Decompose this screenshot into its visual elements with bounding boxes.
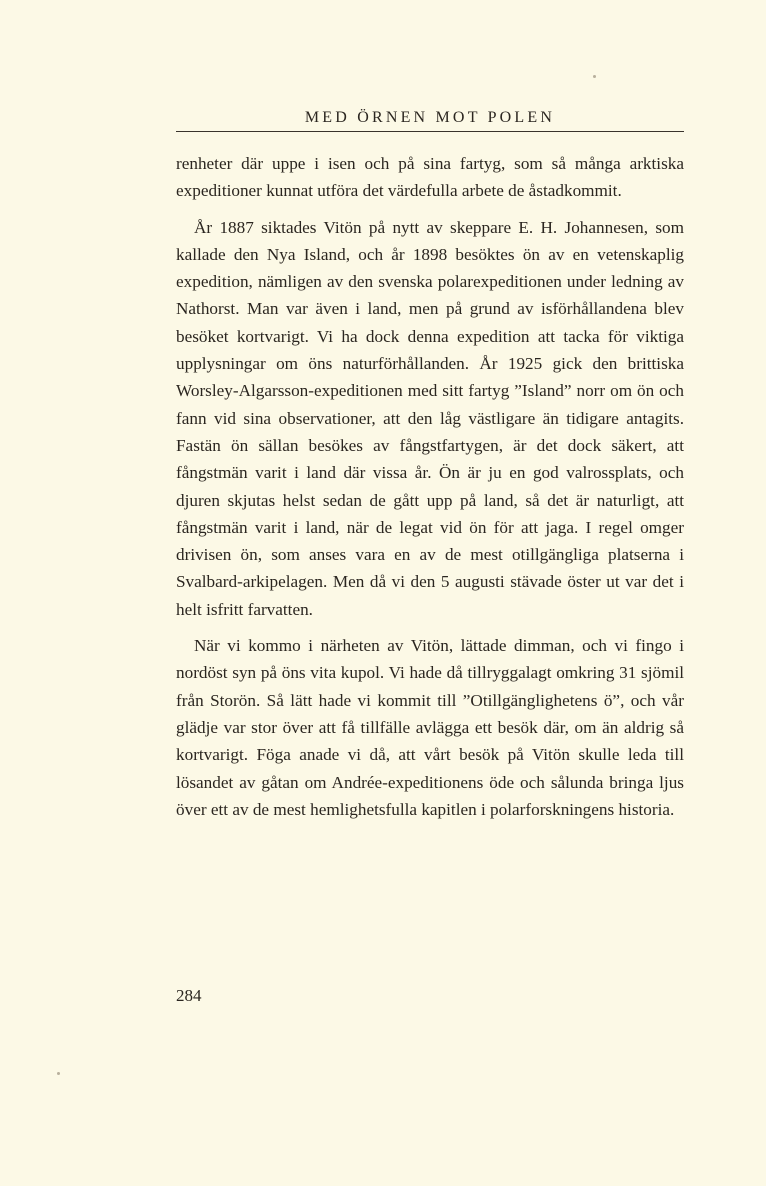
paragraph-3: När vi kommo i närheten av Vitön, lättade dimman, och vi fingo i nordöst syn på öns vita kupol. Vi hade då tillryggalagt omkring 31 sjömil från Storön. Så lätt hade vi kommit till ”Otillgänglighetens ö”, och vår glädje var stor över att få tillfälle avlägga ett besök där, om än aldrig så kortvarigt. Föga anade vi då, att vårt besök på Vitön skulle leda till lösandet av gåtan om Andrée-expeditionens öde och sålunda bringa ljus över ett av de mest hemlighetsfulla kapitlen i polarforskningens historia. xyxy=(176,636,684,819)
header-rule xyxy=(176,131,684,132)
page-number: 284 xyxy=(176,986,202,1005)
paper-speck xyxy=(57,1072,60,1075)
body-text xyxy=(176,150,684,823)
paragraph-1: renheter där uppe i isen och på sina fartyg, som så många arktiska expeditioner kunnat utföra det värdefulla arbete de åstadkommit. xyxy=(176,154,684,201)
running-header: MED ÖRNEN MOT POLEN xyxy=(304,109,556,126)
paper-speck xyxy=(593,75,596,78)
paragraph-2: År 1887 siktades Vitön på nytt av skeppare E. H. Johannesen, som kallade den Nya Island, och år 1898 besöktes ön av en vetenskaplig expedition, nämligen av den svenska polarexpeditionen under ledning av Nathorst. Man var även i land, men på grund av isförhållandena blev besöket kortvarigt. Vi ha dock denna expedition att tacka för viktiga upplysningar om öns naturförhållanden. År 1925 gick den brittiska Worsley-Algarsson-expeditionen med sitt fartyg ”Island” norr om ön och fann vid sina observationer, att den låg västligare än tidigare antagits. Fastän ön sällan besökes av fångstfartygen, är det dock säkert, att fångstmän varit i land där vissa år. Ön är ju en god valrossplats, och djuren skjutas helst sedan de gått upp på land, så det är naturligt, att fångstmän varit i land, när de legat vid ön för att jaga. I regel omger drivisen ön, som anses vara en av de mest otillgängliga platserna i Svalbard-arkipelagen. Men då vi den 5 augusti stävade öster ut var det i helt isfritt farvatten. xyxy=(176,217,684,619)
